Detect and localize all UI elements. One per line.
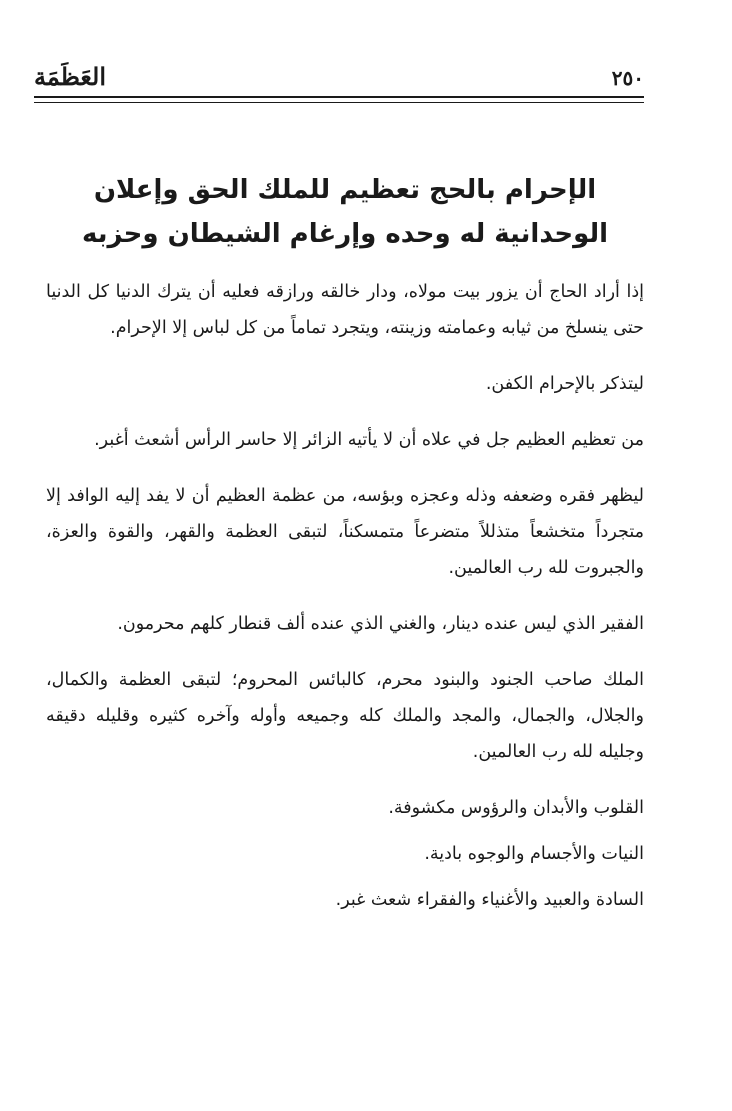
page-header — [34, 62, 644, 98]
paragraph: السادة والعبيد والأغنياء والفقراء شعث غبر. — [335, 890, 644, 910]
paragraph: النيات والأجسام والوجوه بادية. — [424, 844, 644, 864]
page-number: ٢٥٠ — [611, 66, 644, 90]
paragraph: إذا أراد الحاج أن يزور بيت مولاه، ودار خالقه ورازقه فعليه أن يترك الدنيا كل الدنيا حتى ينسلخ من ثيابه وعمامته وزينته، ويتجرد تماماً من كل لباس إلا الإحرام. — [46, 282, 644, 338]
paragraph: الفقير الذي ليس عنده دينار، والغني الذي عنده ألف قنطار كلهم محرمون. — [117, 614, 644, 634]
paragraph: الملك صاحب الجنود والبنود محرم، كالبائس المحروم؛ لتبقى العظمة والكمال، والجلال، والجمال، والمجد والملك كله وجميعه وأوله وآخره كثيره وقليله دقيقه وجليله لله رب العالمين. — [46, 670, 644, 762]
section-title: الإحرام بالحج تعظيم للملك الحق وإعلان الوحدانية له وحده وإرغام الشيطان وحزبه — [81, 175, 609, 249]
paragraph: القلوب والأبدان والرؤوس مكشوفة. — [388, 798, 644, 818]
section-content — [46, 168, 644, 928]
paragraph: من تعظيم العظيم جل في علاه أن لا يأتيه الزائر إلا حاسر الرأس أشعث أغبر. — [94, 430, 644, 450]
book-title: العَظَمَة — [34, 62, 106, 91]
paragraph: ليتذكر بالإحرام الكفن. — [485, 374, 644, 394]
paragraph: ليظهر فقره وضعفه وذله وعجزه وبؤسه، من عظمة العظيم أن لا يفد إليه الوافد إلا متجرداً متخشعاً متذللاً متضرعاً متمسكناً، لتبقى العظمة والقهر، والقوة والعزة، والجبروت لله رب العالمين. — [46, 486, 644, 578]
